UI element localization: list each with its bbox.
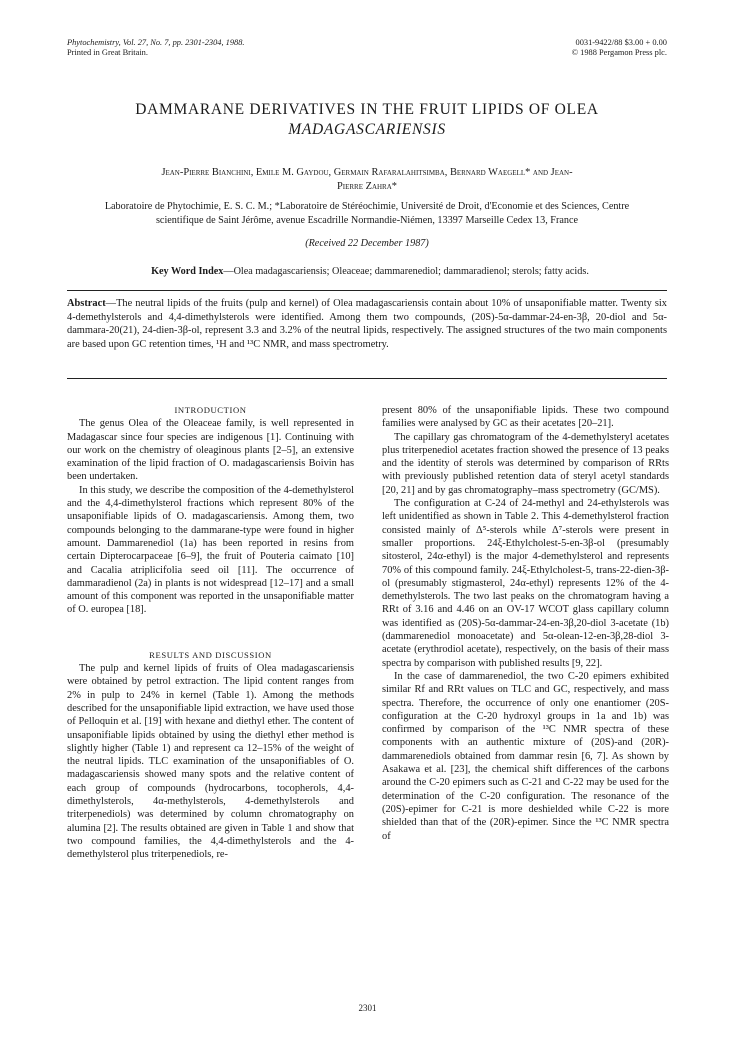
keyword-text: —Olea madagascariensis; Oleaceae; dammarenediol; dammaradienol; sterols; fatty acids. [223,266,589,277]
author-list [67,166,667,194]
title-line-2: MADAGASCARIENSIS [288,121,446,138]
printed-line: Printed in Great Britain. [67,48,148,57]
intro-paragraph-1: The genus Olea of the Oleaceae family, is well represented in Madagascar since four species are indigenous [1]. Continuing with our work on the chemistry of oleaginous plants [2–5], an extensive examination of the lipid fraction of O. madagascariensis Boivin has been undertaken. [67,418,354,483]
affiliation-line-2: scientifique de Saint Jérôme, avenue Escadrille Normandie-Niémen, 13397 Marseille Cedex 13, France [155,215,579,226]
received-date: (Received 22 December 1987) [305,238,429,249]
price-copyright [572,38,667,58]
left-column [67,404,354,862]
price-line: 0031-9422/88 $3.00 + 0.00 [575,38,667,47]
authors-line-2: Pierre Zahra* [337,181,397,192]
results-heading: RESULTS AND DISCUSSION [149,649,272,660]
page-number: 2301 [358,1003,377,1013]
title-line-1: DAMMARANE DERIVATIVES IN THE FRUIT LIPIDS OF OLEA [135,101,599,118]
journal-citation [67,38,245,58]
authors-line-1: Jean-Pierre Bianchini, Emile M. Gaydou, Germain Rafaralahitsimba, Bernard Waegell* and Jean- [161,167,573,178]
right-paragraph-0: present 80% of the unsaponifiable lipids. These two compound families were analysed by GC as their acetates [20–21]. [382,405,669,430]
keyword-label: Key Word Index [151,266,224,277]
citation-line: Phytochemistry, Vol. 27, No. 7, pp. 2301-2304, 1988. [67,38,245,47]
abstract [67,297,667,351]
keyword-index [90,266,650,277]
right-column [382,404,669,843]
abstract-text: —The neutral lipids of the fruits (pulp and kernel) of Olea madagascariensis contain about 10% of unsaponifiable matter. Twenty six 4-demethylsterols and 4,4-dimethylsterols were identified. Among them two compounds, (20S)-5α-dammar-24-en-3β, 20-diol and 5α-dammara-20(21), 24-dien-3β-ol, represent 3.3 and 3.2% of the neutral lipids, respectively. The assigned structures of the two main components are based upon GC retention times, ¹H and ¹³C NMR, and mass spectrometry. [67,298,667,350]
copyright-line: © 1988 Pergamon Press plc. [571,48,667,57]
intro-paragraph-2: In this study, we describe the composition of the 4-demethylsterol and the 4,4-dimethylsterol fractions which represent 80% of the unsaponifiable lipids of O. madagascariensis. Among them, two compounds belonging to the dammarane-type were found in higher amount. Dammarenediol (1a) has been reported in resins from certain Dipterocarpaceae [6–9], the fruit of Pouteria caimato [10] and Cacalia atriplicifolia seed oil [11]. The occurrence of dammaradienol (2a) in plants is not widespread [12–17] and a small amount of this component was reported in the unsaponifiable matter of O. europea [18]. [67,484,354,616]
article-title [67,100,667,140]
affiliation-line-1: Laboratoire de Phytochimie, E. S. C. M.; *Laboratoire de Stéréochimie, Université de Droit, d'Economie et des Sciences, Centre [104,201,630,212]
affiliations [67,200,667,228]
results-paragraph-1: The pulp and kernel lipids of fruits of Olea madagascariensis were obtained by petrol extraction. The lipid content ranges from 2% in pulp to 24% in kernel (Table 1). Among the methods described for the unsaponifiable lipid extraction, we have used those of Pelloquin et al. [19] with hexane and diethyl ether. The content of unsaponifiable lipids obtained by using the diethyl ether method is slightly higher (Table 1) and represent ca 12–15% of the weight of the neutral lipids. TLC examination of the unsaponifiables of O. madagascariensis showed many spots and the relative content of each group of compounds (hydrocarbons, tocopherols, 4,4-dimethylsterols, 4α-methylsterols, 4-demethylsterols and triterpenediols) was determined by column chromatography on alumina [2]. The results obtained are given in Table 1 and show that two compound families, the 4,4-dimethylsterols and the 4-demethylsterol plus triterpenediols, re- [67,663,354,861]
abstract-label: Abstract [67,298,106,309]
right-paragraph-1: The capillary gas chromatogram of the 4-demethylsteryl acetates plus triterpenediol acetates fraction showed the presence of 13 peaks and the identity of sterols was determined by comparison of RRts with previously published retention data of steryl acetyl standards [20, 21] and by gas chromatography–mass spectrometry (GC/MS). [382,431,669,496]
introduction-heading: INTRODUCTION [174,405,247,415]
right-paragraph-2: The configuration at C-24 of 24-methyl and 24-ethylsterols was left unidentified as shown in Table 2. This 4-demethylsterol fraction consisted mainly of Δ⁵-sterols while Δ⁷-sterols were present in smaller proportions. 24ξ-Ethylcholest-5-en-3β-ol (presumably sitosterol, 24α-ethyl) is the major 4-demethylsterol and represents 70% of this compound family. 24ξ-Ethylcholest-5, trans-22-dien-3β-ol (presumably stigmasterol, 24α-ethyl) represents 12% of the 4-demethylsterols. The two last peaks on the chromatogram having a RRt of 3.16 and 4.46 on an OV-17 WCOT glass capillary column was identified as (20S)-5α-dammar-24-en-3β,20-diol 3-acetate (1b) (dammarenediol monoacetate) and 5α-olean-12-en-3β,28-diol 3-acetate (erythrodiol acetate), respectively, on the basis of their mass spectra by comparison with published results [9, 22]. [382,498,669,669]
right-paragraph-3: In the case of dammarenediol, the two C-20 epimers exhibited similar Rf and RRt values on TLC and GC, respectively, and mass spectra. Therefore, the occurrence of only one enantiomer (20S-configuration at the C-20 hydroxyl groups in 1a and 1b) was confirmed by comparison of the ¹³C NMR spectra of these components with an authentic mixture of (20S)-and (20R)-dammarenediols obtained from dammar resin [6, 7]. As shown by Asakawa et al. [23], the chemical shift differences of the carbons around the C-20 epimers such as C-21 and C-22 may be used for the determination of the C-20 configuration. The resonance of the (20S)-epimer for C-21 is more deshielded while C-22 is more shielded than that of the (20R)-epimer. Since the ¹³C NMR spectra of [382,670,669,842]
